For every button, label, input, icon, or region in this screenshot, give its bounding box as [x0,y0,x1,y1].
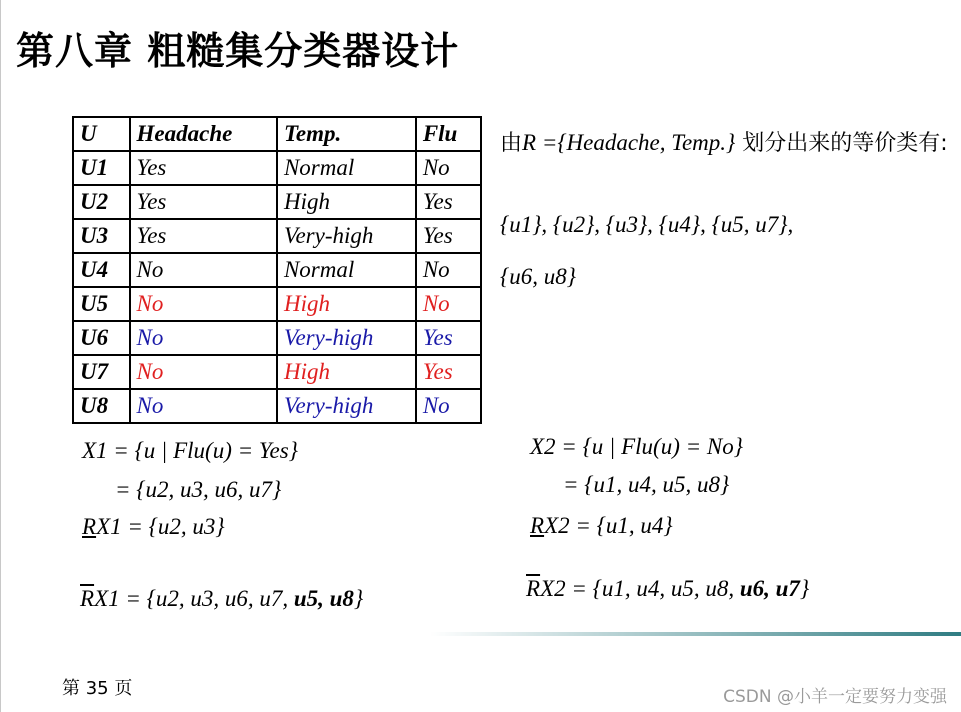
equivalence-classes [500,210,793,292]
upper-approx-symbol: $\overline{R}$ [526,576,541,601]
flu-cell: Yes [416,355,481,389]
flu-cell: No [416,389,481,423]
temp-cell: Normal [277,253,416,287]
headache-cell: No [130,253,277,287]
row-label: U7 [73,355,130,389]
equivalence-suffix: 划分出来的等价类有: [735,131,948,156]
temp-cell: High [277,287,416,321]
page-number: 第 35 页 [62,678,133,699]
x1-lower-approximation [82,514,225,540]
table-row [73,321,481,355]
x1-upper-approximation [80,586,363,612]
row-label: U6 [73,321,130,355]
temp-cell: High [277,355,416,389]
x2-set: = {u1, u4, u5, u8} [563,472,730,497]
table-row [73,287,481,321]
headache-cell: No [130,389,277,423]
table-row [73,219,481,253]
table-header-row [73,117,481,151]
x1-upper-eq: = {u2, u3, u6, u7, [119,586,294,611]
x2-upper-boundary: u6, u7 [739,576,800,601]
table-row [73,151,481,185]
temp-cell: Normal [277,151,416,185]
watermark: CSDN @小羊一定要努力变强 [723,687,947,707]
flu-cell: No [416,151,481,185]
x1-upper-label: X1 [94,586,120,611]
table-row [73,389,481,423]
column-header-flu: Flu [416,117,481,151]
equivalence-classes-line-1: {u1}, {u2}, {u3}, {u4}, {u5, u7}, [500,212,794,237]
headache-cell: No [130,321,277,355]
x1-upper-end: } [353,586,364,611]
x2-upper-end: } [799,576,810,601]
temp-cell: Very-high [277,321,416,355]
relation-expression: R ={Headache, Temp.} [522,130,736,155]
page-title: 第八章 粗糙集分类器设计 [16,29,460,73]
temp-cell: High [277,185,416,219]
equivalence-classes-line-2: {u6, u8} [500,264,576,289]
table-row [73,355,481,389]
flu-cell: No [416,287,481,321]
temp-cell: Very-high [277,219,416,253]
column-header-u: U [73,117,130,151]
x1-upper-boundary: u5, u8 [293,586,354,611]
column-header-temp: Temp. [277,117,416,151]
slide-left-border [0,0,1,712]
flu-cell: No [416,253,481,287]
row-label: U5 [73,287,130,321]
headache-cell: Yes [130,151,277,185]
footer-separator [430,632,961,636]
headache-cell: No [130,287,277,321]
x2-lower-approximation [530,513,673,539]
flu-cell: Yes [416,185,481,219]
temp-cell: Very-high [277,389,416,423]
x2-upper-approximation [526,576,809,602]
flu-cell: Yes [416,321,481,355]
x1-definition: X1 = {u | Flu(u) = Yes} [82,438,298,463]
x1-set: = {u2, u3, u6, u7} [115,477,282,502]
row-label: U2 [73,185,130,219]
row-label: U3 [73,219,130,253]
column-header-headache: Headache [130,117,277,151]
flu-cell: Yes [416,219,481,253]
upper-approx-symbol: $\overline{R}$ [80,586,95,611]
equivalence-prefix: 由 [500,131,523,156]
headache-cell: Yes [130,185,277,219]
lower-approx-symbol: R [82,514,97,539]
x2-upper-eq: = {u1, u4, u5, u8, [565,576,740,601]
x2-definition: X2 = {u | Flu(u) = No} [530,434,743,459]
x2-lower-text: X2 = {u1, u4} [544,513,673,538]
headache-cell: No [130,355,277,389]
table-row [73,253,481,287]
equivalence-intro [500,128,950,159]
row-label: U1 [73,151,130,185]
row-label: U8 [73,389,130,423]
decision-table [72,116,482,424]
lower-approx-symbol: R [530,513,545,538]
x2-upper-label: X2 [540,576,566,601]
table-row [73,185,481,219]
headache-cell: Yes [130,219,277,253]
x1-lower-text: X1 = {u2, u3} [96,514,225,539]
row-label: U4 [73,253,130,287]
